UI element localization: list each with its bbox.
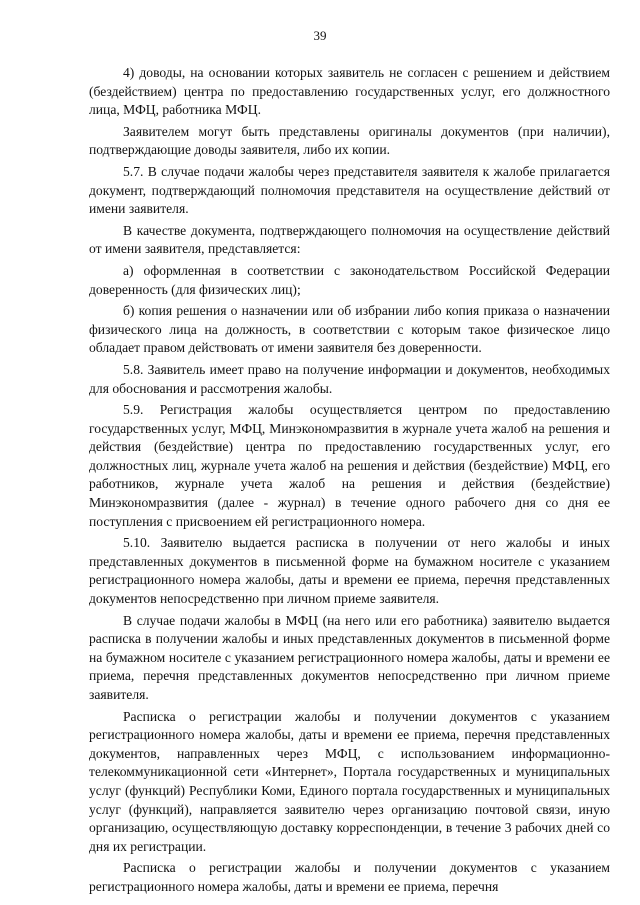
paragraph-item-b: б) копия решения о назначении или об избрании либо копия приказа о назначении физического лица на должность, в соответствии с которым такое физическое лицо обладает правом действовать от имени заявителя без доверенности.	[89, 303, 610, 356]
paragraph-mfc-receipt: В случае подачи жалобы в МФЦ (на него или его работника) заявителю выдается расписка в получении жалобы и иных представленных документов в письменной форме на бумажном носителе с указанием регистрационного номера жалобы, даты и времени ее приема, перечня представленных документов непосредственно при личном приеме заявителя.	[89, 612, 610, 702]
paragraph-supporting-documents: Заявителем могут быть представлены оригиналы документов (при наличии), подтверждающие доводы заявителя, либо их копии.	[89, 123, 610, 158]
paragraph-5-10: 5.10. Заявителю выдается расписка в получении от него жалобы и иных представленных документов в письменной форме на бумажном носителе с указанием регистрационного номера жалобы, даты и времени ее приема, перечня представленных документов непосредственно при личном приеме заявителя.	[89, 535, 610, 607]
page-number: 39	[313, 28, 327, 43]
paragraph-receipt-mail: Расписка о регистрации жалобы и получении документов с указанием регистрационного номера жалобы, даты и времени ее приема, перечня представленных документов, направленных через МФЦ, с использованием информационно-телекоммуникационной сети «Интернет», Портала государственных и муниципальных услуг (функций) Республики Коми, Единого портала государственных и муниципальных услуг (функций), направляется заявителю через организацию почтовой связи, иную организацию, осуществляющую доставку корреспонденции, в течение 3 рабочих дней со дня их регистрации.	[89, 708, 610, 854]
paragraph-receipt-continued: Расписка о регистрации жалобы и получении документов с указанием регистрационного номера жалобы, даты и времени ее приема, перечня	[89, 860, 610, 894]
paragraph-5-9: 5.9. Регистрация жалобы осуществляется центром по предоставлению государственных услуг, МФЦ, Минэкономразвития в журнале учета жалоб на решения и действия (бездействие) центра по предоставлению государственных услуг, его должностных лиц, журнале учета жалоб на решения и действия (бездействие) МФЦ, его работников, журнале учета жалоб на решения и действия (бездействие) Минэкономразвития (далее - журнал) в течение одного рабочего дня со дня ее поступления с присвоением ей регистрационного номера.	[89, 402, 610, 529]
paragraph-item-a: а) оформленная в соответствии с законодательством Российской Федерации доверенность (для физических лиц);	[89, 262, 610, 297]
paragraph-5-7: 5.7. В случае подачи жалобы через представителя заявителя к жалобе прилагается документ, подтверждающий полномочия представителя на осуществление действий от имени заявителя.	[89, 163, 610, 217]
paragraph-authority-document: В качестве документа, подтверждающего полномочия на осуществление действий от имени заявителя, представляется:	[89, 222, 610, 257]
document-body	[89, 64, 610, 900]
paragraph-item-4-arguments: 4) доводы, на основании которых заявитель не согласен с решением и действием (бездействием) центра по предоставлению государственных услуг, его должностного лица, МФЦ, работника МФЦ.	[89, 65, 610, 118]
paragraph-5-8: 5.8. Заявитель имеет право на получение информации и документов, необходимых для обоснования и рассмотрения жалобы.	[89, 361, 610, 396]
